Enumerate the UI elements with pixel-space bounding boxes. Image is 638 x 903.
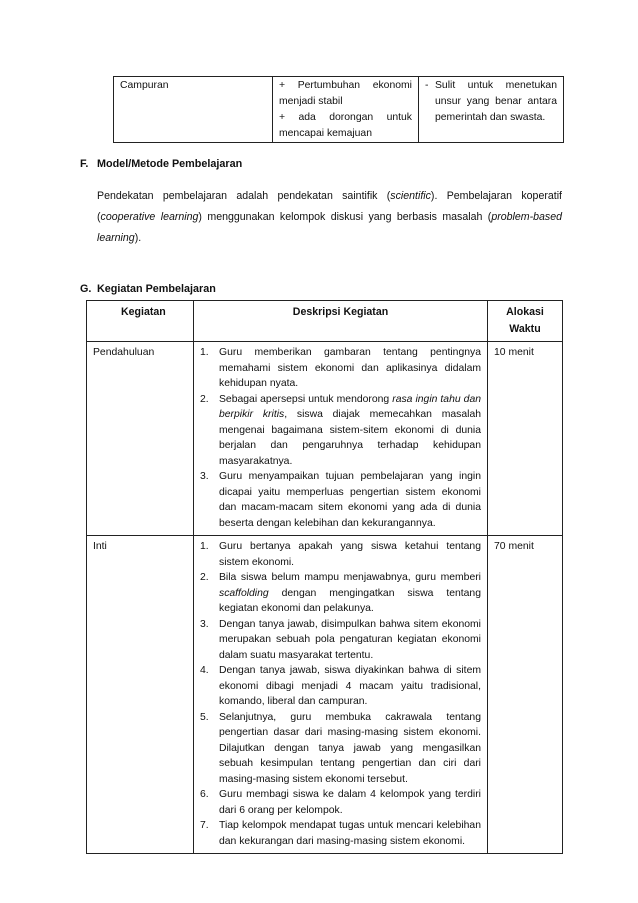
section-g-heading	[80, 282, 216, 297]
disadvantages-cell	[419, 77, 564, 143]
list-item	[200, 392, 481, 470]
step-number: 3.	[200, 471, 209, 482]
advantages-cell	[273, 77, 419, 143]
step-number: 5.	[200, 711, 209, 723]
disadvantage-item: Sulit untuk menetukan unsur yang benar antara pemerintah dan swasta.	[435, 80, 557, 123]
deskripsi-cell	[194, 342, 488, 536]
step-text: Bila siswa belum mampu menjawabnya, guru memberi scaffolding dengan mengingatkan siswa tentang kegiatan ekonomi dan pelakunya.	[219, 572, 481, 614]
table-row	[114, 77, 564, 143]
step-number: 2.	[200, 393, 209, 405]
step-text: Tiap kelompok mendapat tugas untuk mencari kelebihan dan kekurangan dari masing-masing sistem ekonomi.	[219, 820, 481, 847]
column-header-deskripsi: Deskripsi Kegiatan	[194, 301, 488, 342]
table-header-row	[87, 301, 563, 342]
alokasi-waktu-cell: 10 menit	[488, 342, 563, 536]
section-title: Model/Metode Pembelajaran	[97, 158, 243, 170]
step-number: 7.	[200, 820, 209, 831]
table-row	[87, 536, 563, 854]
step-number: 3.	[200, 618, 209, 630]
table-row	[87, 342, 563, 536]
activity-table	[86, 300, 563, 854]
step-number: 1.	[200, 541, 209, 552]
list-item	[200, 617, 481, 664]
step-list	[200, 539, 481, 849]
list-item	[200, 663, 481, 710]
step-list	[200, 345, 481, 531]
step-number: 4.	[200, 665, 209, 676]
list-item	[200, 539, 481, 570]
list-item	[200, 345, 481, 392]
section-title: Kegiatan Pembelajaran	[97, 283, 216, 295]
step-text: Guru menyampaikan tujuan pembelajaran yang ingin dicapai yaitu memperluas pengertian sistem ekonomi dan macam-macam sitem ekonomi yang ada di dunia beserta dengan kelebihan dan kekurangannya.	[219, 471, 481, 529]
step-text: Dengan tanya jawab, siswa diyakinkan bahwa di sitem ekonomi dibagi menjadi 4 macam yaitu tradisional, komando, liberal dan campuran.	[219, 665, 481, 707]
kegiatan-cell: Pendahuluan	[87, 342, 194, 536]
step-text: Guru memberikan gambaran tentang pentingnya memahami sistem ekonomi dan aplikasinya didalam kehidupan nyata.	[219, 347, 481, 389]
deskripsi-cell	[194, 536, 488, 854]
column-header-kegiatan: Kegiatan	[87, 301, 194, 342]
step-number: 1.	[200, 347, 209, 358]
column-header-alokasi: Alokasi Waktu	[488, 301, 563, 342]
step-text: Dengan tanya jawab, disimpulkan bahwa sitem ekonomi merupakan sebuah pola pengaturan kegiatan ekonomi dalam suatu masyarakat tertentu.	[219, 618, 481, 661]
step-text: Guru membagi siswa ke dalam 4 kelompok yang terdiri dari 6 orang per kelompok.	[219, 789, 481, 816]
section-f-heading	[80, 157, 242, 172]
list-item	[200, 469, 481, 531]
step-number: 2.	[200, 572, 209, 583]
alokasi-waktu-cell: 70 menit	[488, 536, 563, 854]
list-item	[200, 787, 481, 818]
list-item	[200, 710, 481, 788]
section-number: G.	[80, 283, 92, 295]
advantage-item: + Pertumbuhan ekonomi menjadi stabil	[279, 80, 412, 107]
step-text: Sebagai apersepsi untuk mendorong rasa ingin tahu dan berpikir kritis, siswa diajak memecahkan masalah mengenai bagaimana sistem-sitem ekonomi di dunia berjalan dan pengaruhnya terhadap kehidupan masyarakatnya.	[219, 393, 482, 467]
section-number: F.	[80, 158, 89, 170]
step-text: Selanjutnya, guru membuka cakrawala tentang pengertian dasar dari masing-masing sistem ekonomi. Dilajutkan dengan tanya jawab yang mengasilkan sebuah kesimpulan tentang pengertian dan ciri dari masing-masing sistem ekonomi tersebut.	[219, 711, 481, 785]
section-f-paragraph: Pendekatan pembelajaran adalah pendekatan saintifik (scientific). Pembelajaran koperatif (cooperative learning) menggunakan kelompok diskusi yang berbasis masalah (problem-based learning).	[97, 190, 562, 244]
system-category: Campuran	[120, 80, 169, 91]
list-item	[200, 570, 481, 617]
kegiatan-cell: Inti	[87, 536, 194, 854]
list-item	[200, 818, 481, 849]
system-category-cell	[114, 77, 273, 143]
step-number: 6.	[200, 789, 209, 800]
step-text: Guru bertanya apakah yang siswa ketahui tentang sistem ekonomi.	[219, 541, 481, 568]
advantage-item: + ada dorongan untuk mencapai kemajuan	[279, 112, 412, 139]
economic-systems-table	[113, 76, 564, 143]
list-dash: -	[425, 80, 429, 91]
